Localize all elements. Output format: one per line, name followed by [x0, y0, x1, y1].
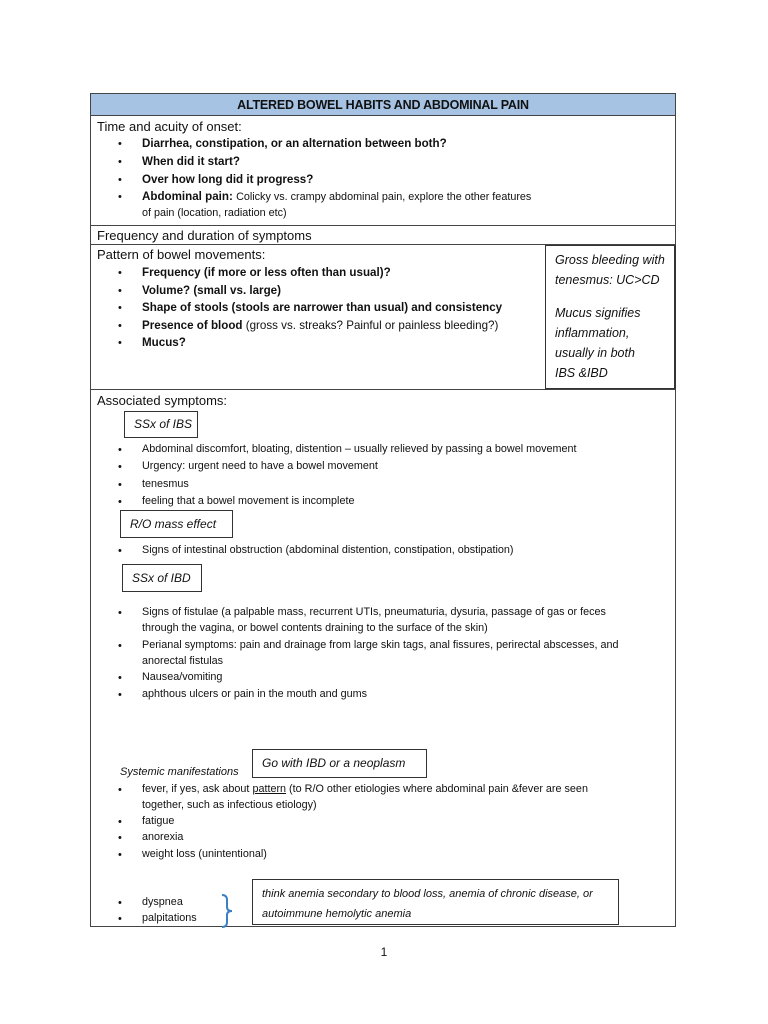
mass-effect-label-box: R/O mass effect	[120, 510, 233, 538]
ibs-item-1: Abdominal discomfort, bloating, distention – usually relieved by passing a bowel movement	[142, 443, 577, 455]
bullet: •	[118, 267, 122, 279]
pattern-item-1: Frequency (if more or less often than usual)?	[142, 266, 391, 279]
bullet: •	[118, 607, 122, 619]
anemia-note-line-2: autoimmune hemolytic anemia	[262, 908, 412, 920]
onset-heading: Time and acuity of onset:	[97, 119, 242, 134]
bullet: •	[118, 849, 122, 861]
bullet: •	[118, 302, 122, 314]
divider	[91, 225, 675, 226]
anemia-note-box	[252, 879, 619, 925]
associated-heading: Associated symptoms:	[97, 393, 228, 408]
systemic-item-2: fatigue	[142, 815, 175, 827]
bleeding-mucus-note	[545, 245, 676, 389]
bullet: •	[118, 816, 122, 828]
resp-item-2: palpitations	[142, 912, 197, 924]
pattern-item-4-b: (gross vs. streaks? Painful or painless bleeding?)	[242, 319, 499, 332]
ibd-item-1: Signs of fistulae (a palpable mass, recurrent UTIs, pneumaturia, dysuria, passage of gas or feces	[142, 606, 606, 618]
bullet: •	[118, 689, 122, 701]
pattern-item-4	[142, 319, 498, 332]
bullet: •	[118, 545, 122, 557]
onset-item-4-label: Abdominal pain:	[142, 190, 233, 203]
ibs-item-2: Urgency: urgent need to have a bowel movement	[142, 460, 378, 472]
bullet: •	[118, 191, 122, 203]
onset-item-1: Diarrhea, constipation, or an alternation between both?	[142, 137, 447, 150]
bullet: •	[118, 832, 122, 844]
page-number: 1	[380, 945, 388, 959]
note-bleeding: Gross bleeding with tenesmus: UC>CD	[555, 253, 665, 287]
bullet: •	[118, 320, 122, 332]
anemia-note-line-1: think anemia secondary to blood loss, anemia of chronic disease, or	[262, 888, 593, 900]
pattern-heading: Pattern of bowel movements:	[97, 247, 266, 262]
pattern-item-2: Volume? (small vs. large)	[142, 284, 281, 297]
systemic-item-1	[142, 783, 588, 795]
bullet: •	[118, 174, 122, 186]
curly-brace-icon	[220, 894, 234, 928]
bullet: •	[118, 672, 122, 684]
mass-item-1: Signs of intestinal obstruction (abdominal distention, constipation, obstipation)	[142, 544, 514, 556]
onset-item-2: When did it start?	[142, 155, 240, 168]
systemic-item-1-b: (to R/O other etiologies where abdominal pain &fever are seen	[286, 783, 588, 795]
bullet: •	[118, 640, 122, 652]
onset-item-3: Over how long did it progress?	[142, 173, 314, 186]
bullet: •	[118, 444, 122, 456]
systemic-item-1-cont: together, such as infectious etiology)	[142, 799, 317, 811]
pattern-item-3: Shape of stools (stools are narrower than usual) and consistency	[142, 301, 503, 314]
bullet: •	[118, 784, 122, 796]
ibd-item-3: Nausea/vomiting	[142, 671, 223, 683]
frequency-heading: Frequency and duration of symptoms	[97, 228, 312, 243]
pattern-item-5: Mucus?	[142, 336, 186, 349]
ibd-item-2: Perianal symptoms: pain and drainage from large skin tags, anal fissures, perirectal abscesses, and	[142, 639, 619, 651]
onset-item-4	[142, 190, 531, 203]
neoplasm-label-box: Go with IBD or a neoplasm	[252, 749, 427, 778]
ibd-label-box: SSx of IBD	[122, 564, 202, 592]
bullet: •	[118, 138, 122, 150]
bullet: •	[118, 479, 122, 491]
bullet: •	[118, 337, 122, 349]
bullet: •	[118, 897, 122, 909]
ibs-item-3: tenesmus	[142, 478, 189, 490]
ibd-item-1-cont: through the vagina, or bowel contents draining to the surface of the skin)	[142, 622, 488, 634]
divider	[91, 389, 675, 390]
bullet: •	[118, 913, 122, 925]
bullet: •	[118, 461, 122, 473]
document-title: ALTERED BOWEL HABITS AND ABDOMINAL PAIN	[91, 94, 675, 116]
onset-item-4-cont: of pain (location, radiation etc)	[142, 207, 287, 219]
systemic-item-3: anorexia	[142, 831, 184, 843]
bullet: •	[118, 285, 122, 297]
note-mucus: Mucus signifies inflammation, usually in both IBS &IBD	[555, 306, 641, 380]
systemic-item-4: weight loss (unintentional)	[142, 848, 267, 860]
systemic-manifestations-label: Systemic manifestations	[120, 766, 239, 778]
pattern-item-4-a: Presence of blood	[142, 319, 243, 332]
bullet: •	[118, 156, 122, 168]
bullet: •	[118, 496, 122, 508]
systemic-item-1-a: fever, if yes, ask about	[142, 783, 253, 795]
resp-item-1: dyspnea	[142, 896, 183, 908]
ibd-item-4: aphthous ulcers or pain in the mouth and gums	[142, 688, 368, 700]
ibs-item-4: feeling that a bowel movement is incomplete	[142, 495, 355, 507]
ibs-label-box: SSx of IBS	[124, 411, 198, 438]
systemic-item-1-underlined: pattern	[252, 783, 287, 795]
onset-item-4-text: Colicky vs. crampy abdominal pain, explore the other features	[236, 191, 532, 203]
ibd-item-2-cont: anorectal fistulas	[142, 655, 224, 667]
